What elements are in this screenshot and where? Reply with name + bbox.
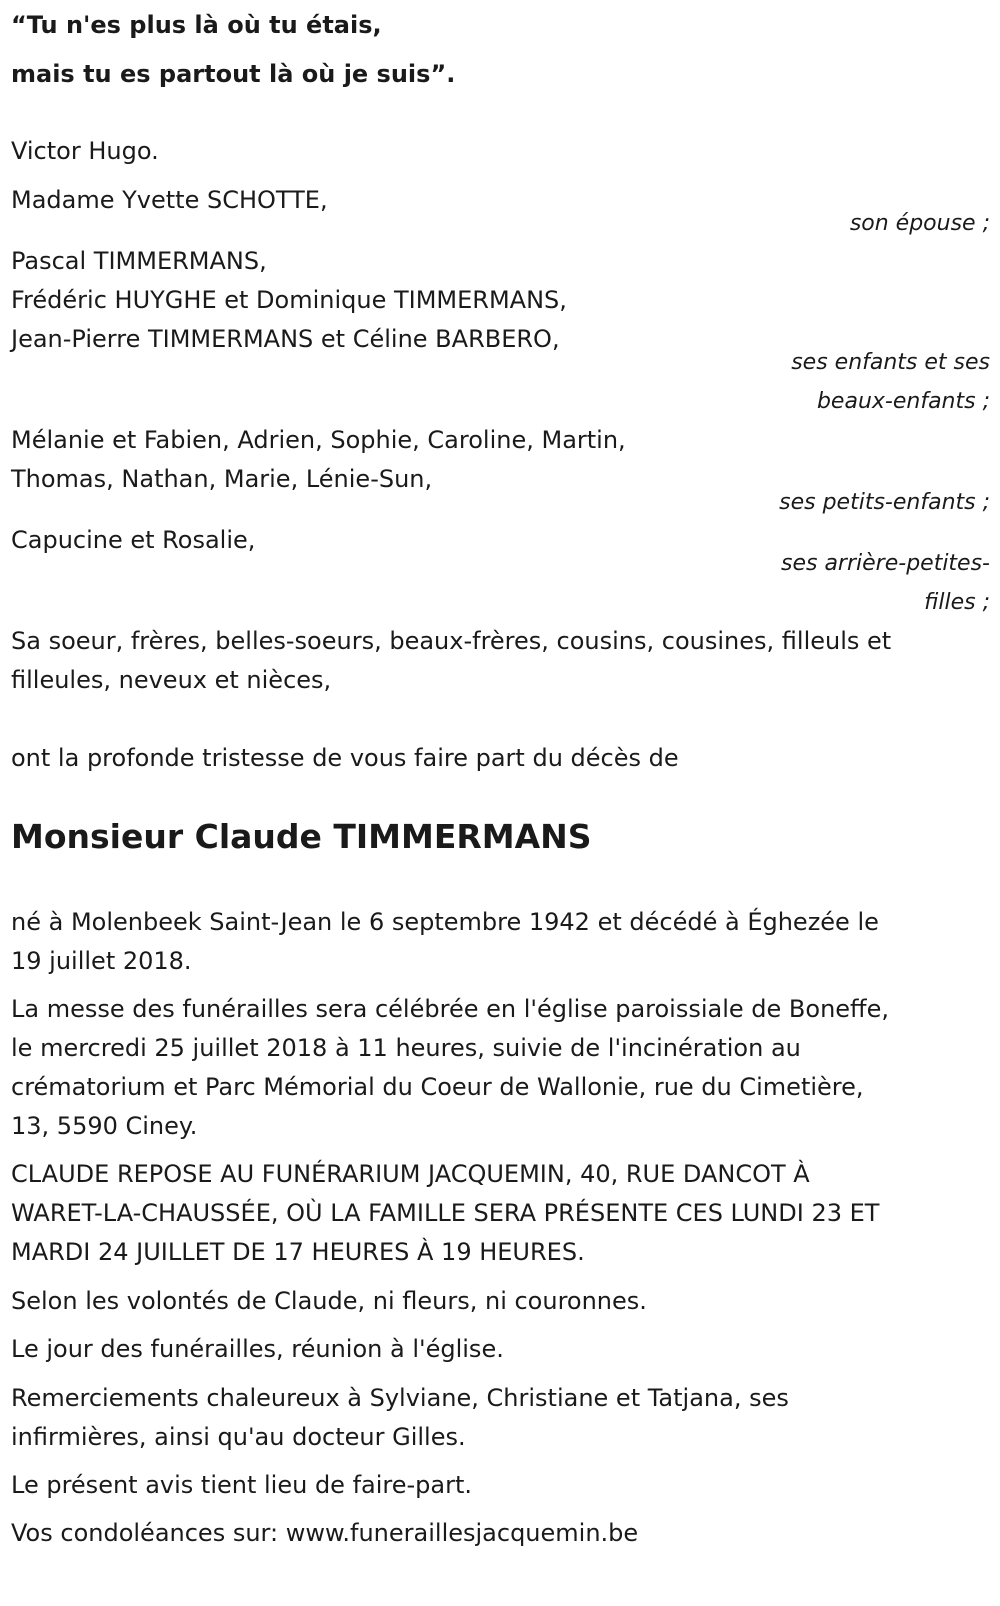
great-grandchildren: Capucine et Rosalie, (11, 526, 256, 554)
funeral-line: 13, 5590 Ciney. (11, 1112, 198, 1140)
condolences-link[interactable]: www.funeraillesjacquemin.be (285, 1519, 639, 1547)
notice: Le présent avis tient lieu de faire-part. (11, 1471, 473, 1499)
grandchildren-line: Mélanie et Fabien, Adrien, Sophie, Caroline, Martin, (11, 426, 626, 454)
announcement: ont la profonde tristesse de vous faire part du décès de (11, 744, 679, 772)
meeting: Le jour des funérailles, réunion à l'église. (11, 1335, 504, 1363)
funeral-line: crématorium et Parc Mémorial du Coeur de Wallonie, rue du Cimetière, (11, 1073, 864, 1101)
funeral-line: La messe des funérailles sera célébrée en l'église paroissiale de Boneffe, (11, 995, 889, 1023)
other-relatives-line: Sa soeur, frères, belles-soeurs, beaux-frères, cousins, cousines, filleuls et (11, 627, 892, 655)
great-grandchildren-role-line-1: ses arrière-petites- (781, 551, 990, 576)
other-relatives-line: filleules, neveux et nièces, (11, 666, 332, 694)
grandchildren-role: ses petits-enfants ; (779, 490, 990, 515)
quote-line-1: “Tu n'es plus là où tu étais, (11, 11, 382, 39)
birth-death-line: né à Molenbeek Saint-Jean le 6 septembre 1942 et décédé à Éghezée le (11, 908, 879, 936)
funeral-line: le mercredi 25 juillet 2018 à 11 heures, suivie de l'incinération au (11, 1034, 801, 1062)
birth-death-line: 19 juillet 2018. (11, 947, 192, 975)
visitation-line: CLAUDE REPOSE AU FUNÉRARIUM JACQUEMIN, 40, RUE DANCOT À (11, 1160, 810, 1188)
condolences-label: Vos condoléances sur: (11, 1519, 286, 1547)
thanks-line: Remerciements chaleureux à Sylviane, Christiane et Tatjana, ses (11, 1384, 789, 1412)
quote-author: Victor Hugo. (11, 137, 159, 165)
great-grandchildren-role-line-2: filles ; (924, 590, 990, 615)
condolences (11, 1514, 638, 1553)
children-role-line-2: beaux-enfants ; (816, 389, 990, 414)
child-line: Frédéric HUYGHE et Dominique TIMMERMANS, (11, 286, 567, 314)
deceased-name: Monsieur Claude TIMMERMANS (11, 817, 592, 856)
grandchildren-line: Thomas, Nathan, Marie, Lénie-Sun, (11, 465, 433, 493)
spouse-name: Madame Yvette SCHOTTE, (11, 186, 328, 214)
child-line: Pascal TIMMERMANS, (11, 247, 267, 275)
spouse-role: son épouse ; (849, 211, 990, 236)
wishes: Selon les volontés de Claude, ni fleurs, ni couronnes. (11, 1287, 647, 1315)
thanks-line: infirmières, ainsi qu'au docteur Gilles. (11, 1423, 466, 1451)
child-line: Jean-Pierre TIMMERMANS et Céline BARBERO, (11, 325, 560, 353)
visitation-line: MARDI 24 JUILLET DE 17 HEURES À 19 HEURES. (11, 1238, 585, 1266)
children-role-line-1: ses enfants et ses (791, 350, 990, 375)
quote-line-2: mais tu es partout là où je suis”. (11, 60, 456, 88)
visitation-line: WARET-LA-CHAUSSÉE, OÙ LA FAMILLE SERA PRÉSENTE CES LUNDI 23 ET (11, 1199, 880, 1227)
